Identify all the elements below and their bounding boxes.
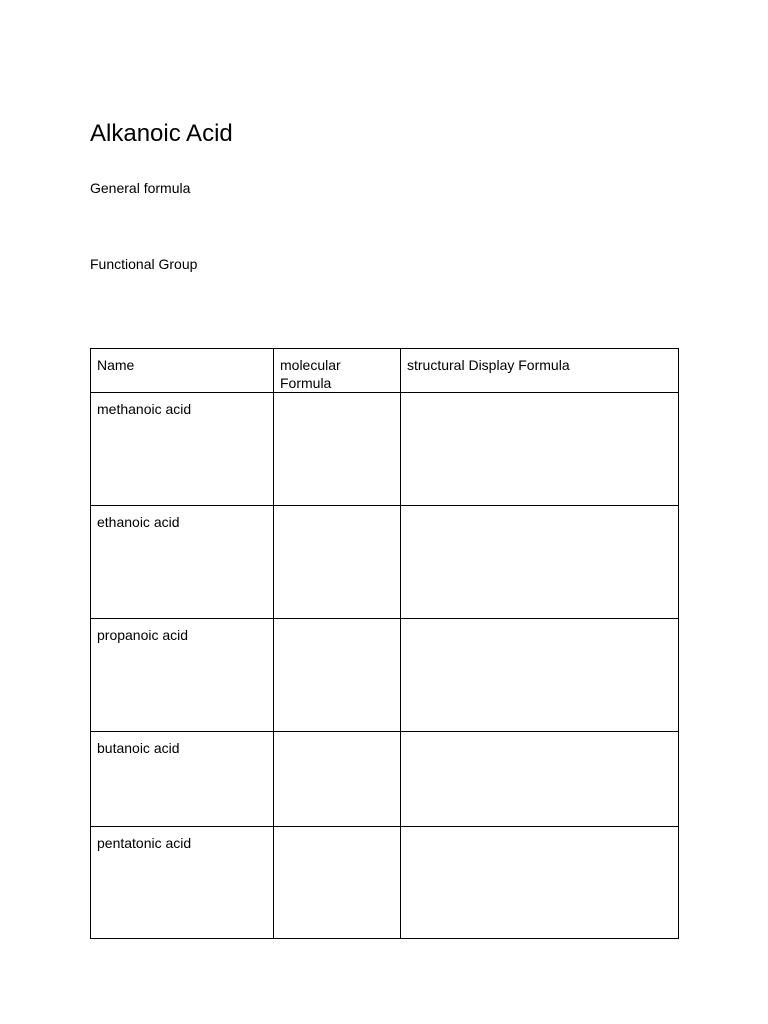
- cell-name: methanoic acid: [91, 393, 274, 506]
- header-name: Name: [91, 349, 274, 393]
- cell-name: propanoic acid: [91, 619, 274, 732]
- table-row: [91, 732, 679, 827]
- header-structural-formula: structural Display Formula: [401, 349, 679, 393]
- cell-molecular-formula[interactable]: [274, 393, 401, 506]
- table-row: [91, 393, 679, 506]
- cell-molecular-formula[interactable]: [274, 619, 401, 732]
- table-header-row: [91, 349, 679, 393]
- page-title: Alkanoic Acid: [90, 120, 233, 147]
- header-molecular-formula: molecular Formula: [274, 349, 401, 393]
- cell-structural-formula[interactable]: [401, 732, 679, 827]
- table-row: [91, 619, 679, 732]
- cell-structural-formula[interactable]: [401, 393, 679, 506]
- cell-name: pentatonic acid: [91, 827, 274, 939]
- cell-structural-formula[interactable]: [401, 506, 679, 619]
- cell-structural-formula[interactable]: [401, 827, 679, 939]
- cell-molecular-formula[interactable]: [274, 827, 401, 939]
- functional-group-label: Functional Group: [90, 256, 198, 272]
- cell-structural-formula[interactable]: [401, 619, 679, 732]
- cell-name: ethanoic acid: [91, 506, 274, 619]
- cell-name: butanoic acid: [91, 732, 274, 827]
- cell-molecular-formula[interactable]: [274, 732, 401, 827]
- cell-molecular-formula[interactable]: [274, 506, 401, 619]
- table-row: [91, 506, 679, 619]
- general-formula-label: General formula: [90, 180, 191, 196]
- acid-table: [90, 348, 679, 939]
- table-row: [91, 827, 679, 939]
